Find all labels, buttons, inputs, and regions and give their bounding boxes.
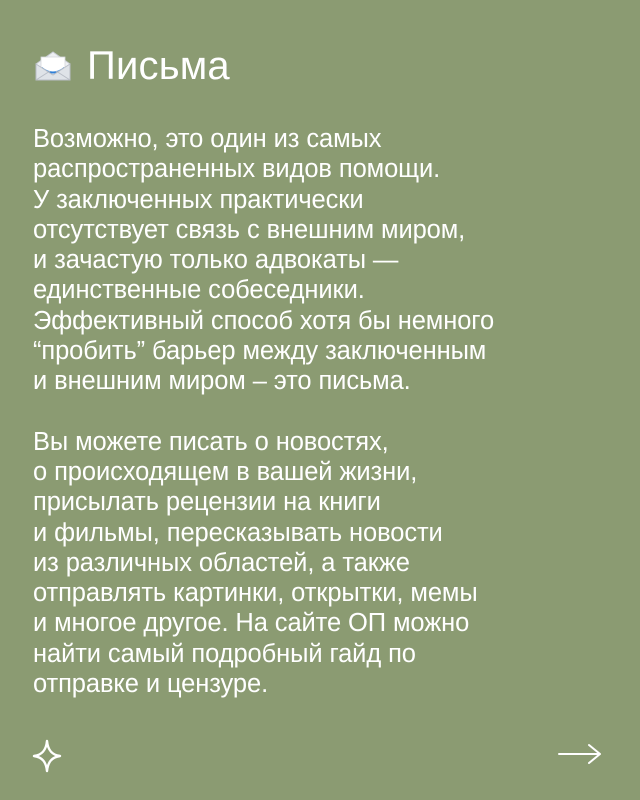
sparkle-icon <box>30 738 64 774</box>
envelope-icon <box>33 46 73 86</box>
paragraph-details: Вы можете писать о новостях, о происходящем в вашей жизни, присылать рецензии на книги и фильмы, пересказывать новости из различных областей, а также отправлять картинки, открытки, мемы и многое другое. На сайте ОП можно найти самый подробный гайд по отправке и цензуре. <box>33 427 478 699</box>
arrow-right-icon[interactable] <box>556 740 604 768</box>
paragraph-intro: Возможно, это один из самых распространенных видов помощи. У заключенных практически отсутствует связь с внешним миром, и зачастую только адвокаты — единственные собеседники. Эффективный способ хотя бы немного “пробить” барьер между заключенным и внешним миром – это письма. <box>33 125 495 396</box>
header <box>33 42 230 90</box>
body-text <box>33 124 623 699</box>
page-title: Письма <box>87 44 230 88</box>
